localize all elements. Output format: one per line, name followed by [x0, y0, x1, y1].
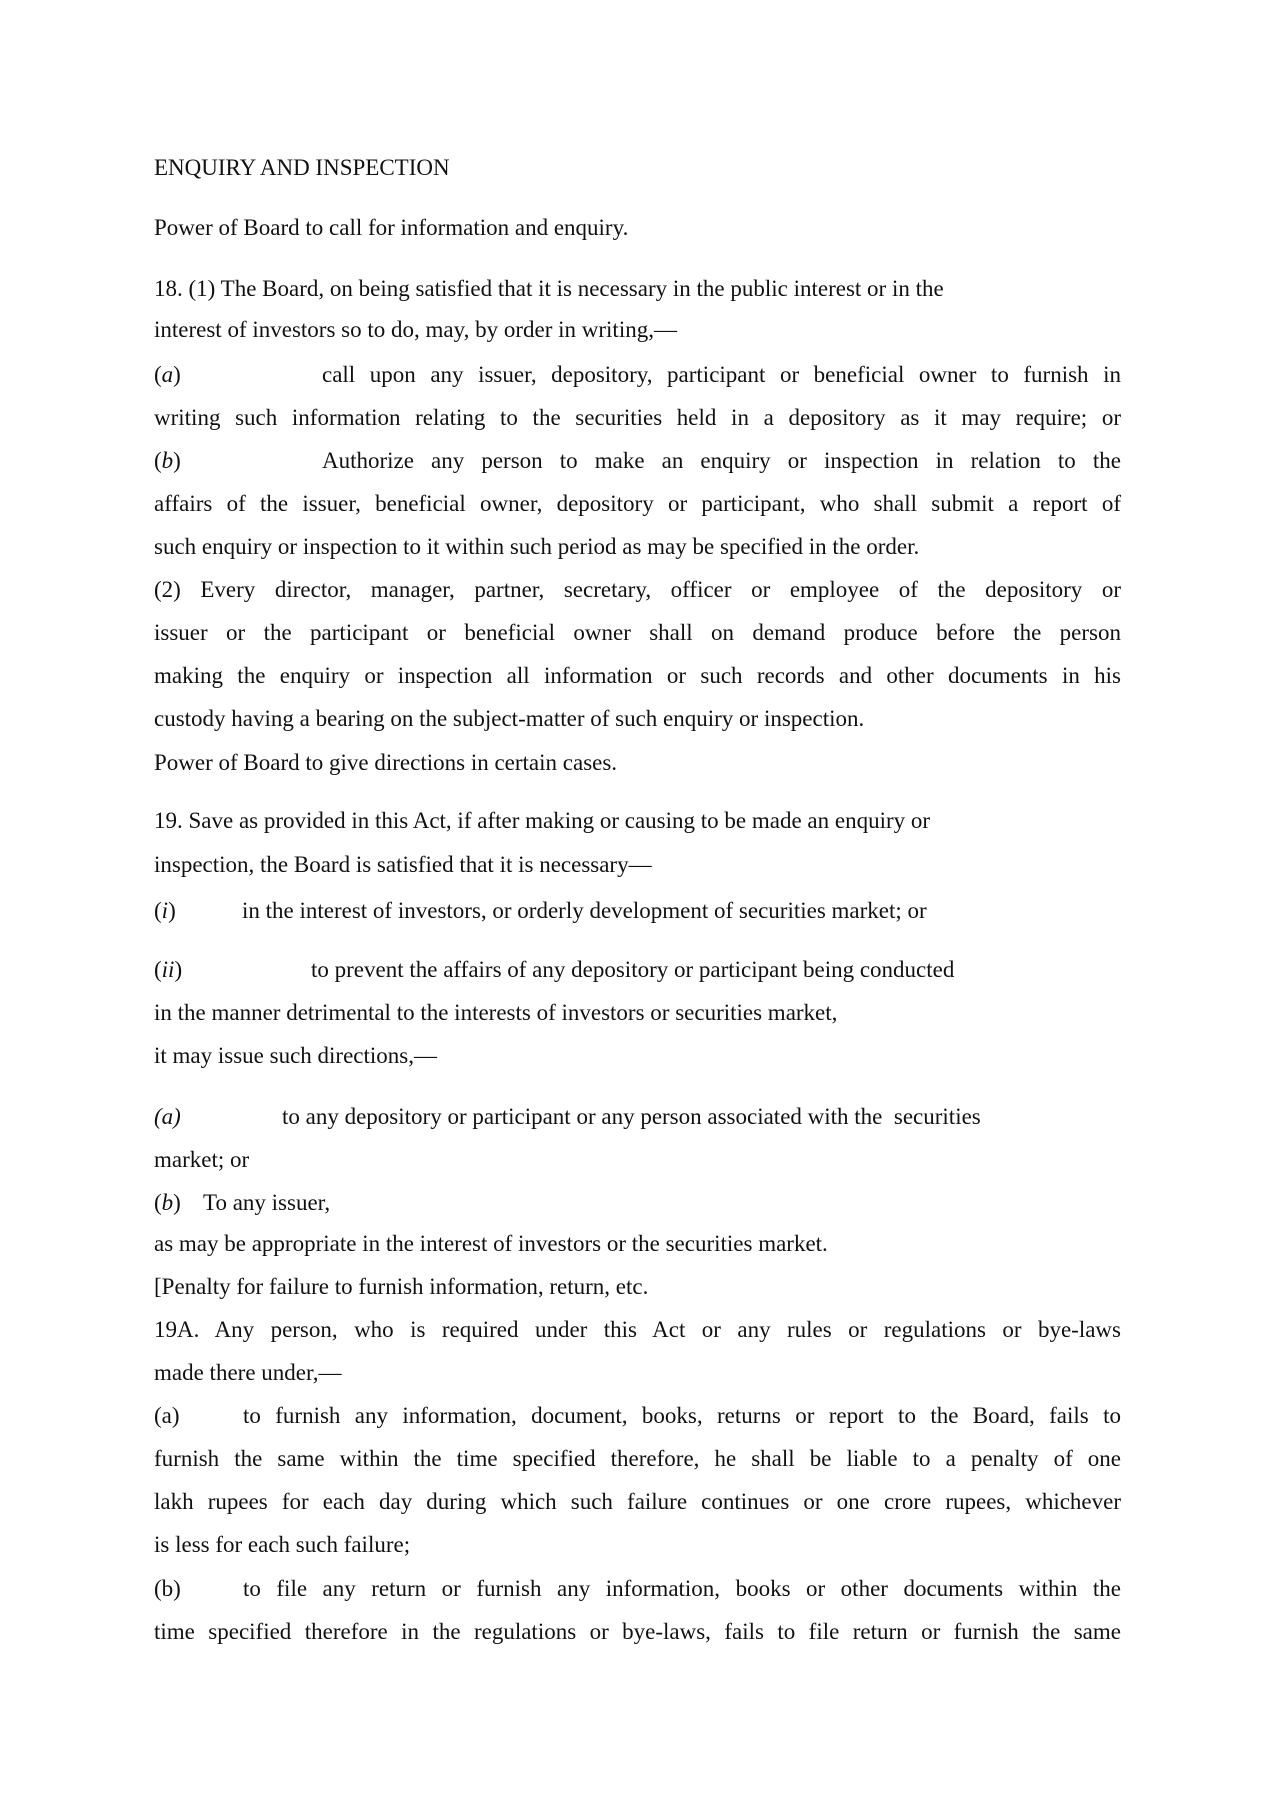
clause-19Ab-label: (b): [154, 1576, 181, 1601]
clause-18b-line-2: affairs of the issuer, beneficial owner, depository or participant, who shall submit a report of: [154, 491, 1121, 516]
section-18-2-line-4: custody having a bearing on the subject-matter of such enquiry or inspection.: [154, 706, 865, 731]
clause-19i-label: (i): [154, 898, 176, 923]
clause-19b-label: (b): [154, 1190, 181, 1215]
section-19-line-1: 19. Save as provided in this Act, if after making or causing to be made an enquiry or: [154, 808, 931, 833]
section-19-title: Power of Board to give directions in certain cases.: [154, 750, 618, 775]
clause-19ii-text: to prevent the affairs of any depository or participant being conducted: [311, 957, 955, 982]
clause-18b-line-3: such enquiry or inspection to it within such period as may be specified in the order.: [154, 534, 920, 559]
section-18-2-line-1: (2) Every director, manager, partner, secretary, officer or employee of the depository or: [154, 577, 1121, 602]
clause-18b-line-1: Authorize any person to make an enquiry or inspection in relation to the: [322, 448, 1121, 473]
clause-19a-label: (a): [154, 1104, 181, 1129]
section-18-line-1: 18. (1) The Board, on being satisfied that it is necessary in the public interest or in the: [154, 276, 944, 301]
section-19A-line-2: made there under,—: [154, 1360, 342, 1385]
section-19-line-5: as may be appropriate in the interest of investors or the securities market.: [154, 1231, 828, 1256]
section-18-title: Power of Board to call for information and enquiry.: [154, 215, 629, 240]
section-19A-line-1: 19A. Any person, who is required under this Act or any rules or regulations or bye-laws: [154, 1317, 1121, 1342]
clause-19Ab-line-1: to file any return or furnish any information, books or other documents within the: [243, 1576, 1121, 1601]
clause-19Ab-line-2: time specified therefore in the regulations or bye-laws, fails to file return or furnish the same: [154, 1619, 1121, 1644]
section-18-2-line-2: issuer or the participant or beneficial owner shall on demand produce before the person: [154, 620, 1121, 645]
clause-19Aa-line-2: furnish the same within the time specified therefore, he shall be liable to a penalty of one: [154, 1446, 1121, 1471]
clause-19Aa-line-3: lakh rupees for each day during which such failure continues or one crore rupees, whichever: [154, 1489, 1121, 1514]
section-19-line-2: inspection, the Board is satisfied that it is necessary—: [154, 852, 652, 877]
clause-18a-line-2: writing such information relating to the securities held in a depository as it may require; or: [154, 405, 1121, 430]
clause-19ii-label: (ii): [154, 957, 183, 982]
section-19A-title: [Penalty for failure to furnish information, return, etc.: [154, 1274, 649, 1299]
clause-19Aa-line-4: is less for each such failure;: [154, 1532, 411, 1557]
clause-18b-label: (b): [154, 448, 181, 473]
chapter-heading: ENQUIRY AND INSPECTION: [154, 155, 450, 180]
section-18-line-2: interest of investors so to do, may, by order in writing,—: [154, 317, 677, 342]
clause-19a-text: to any depository or participant or any person associated with the securities: [282, 1104, 981, 1129]
clause-19Aa-line-1: to furnish any information, document, books, returns or report to the Board, fails to: [243, 1403, 1121, 1428]
clause-19Aa-label: (a): [154, 1403, 180, 1428]
clause-19a-line-2: market; or: [154, 1147, 250, 1172]
section-19-line-3: in the manner detrimental to the interests of investors or securities market,: [154, 1000, 838, 1025]
section-19-line-4: it may issue such directions,—: [154, 1043, 437, 1068]
clause-19i-text: in the interest of investors, or orderly development of securities market; or: [242, 898, 927, 923]
clause-18a-label: (a): [154, 362, 181, 387]
clause-18a-line-1: call upon any issuer, depository, participant or beneficial owner to furnish in: [322, 362, 1121, 387]
section-18-2-line-3: making the enquiry or inspection all information or such records and other documents in his: [154, 663, 1121, 688]
clause-19b-text: To any issuer,: [203, 1190, 331, 1215]
